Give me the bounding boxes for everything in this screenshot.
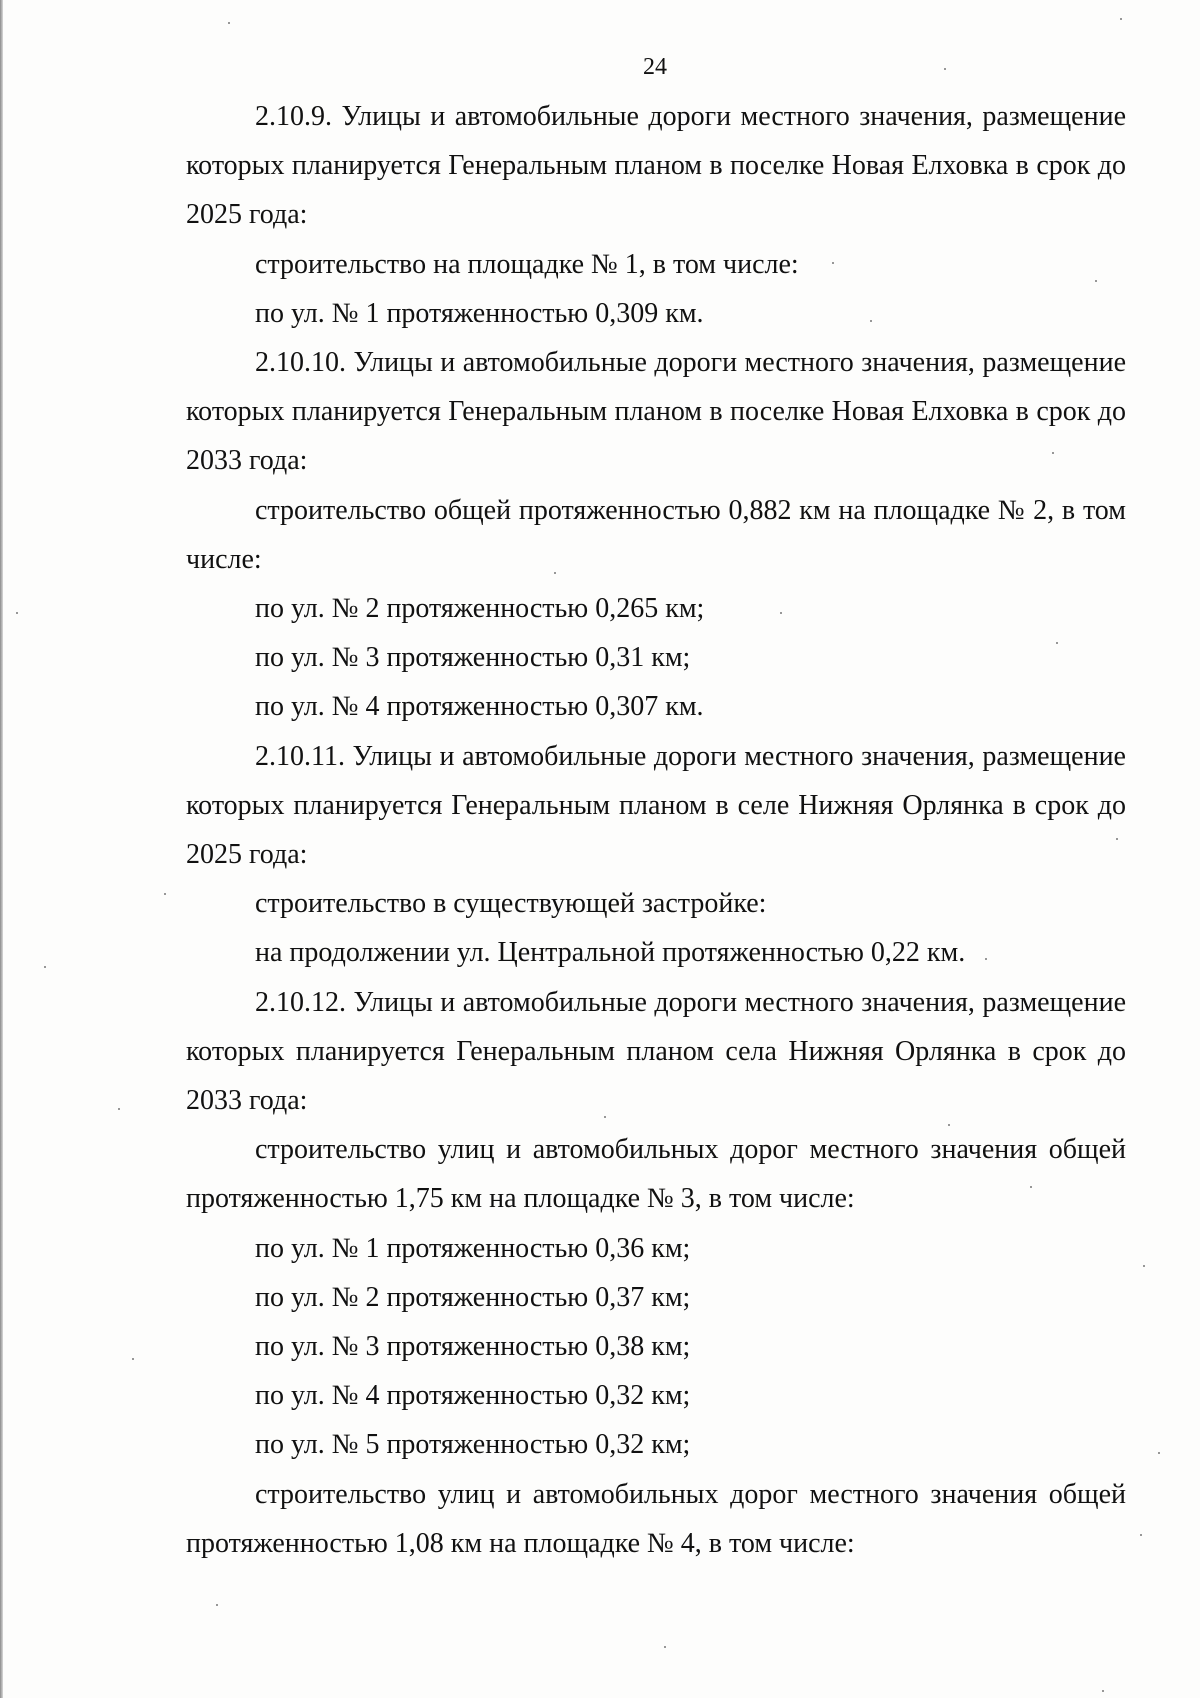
scan-speck (1102, 1690, 1104, 1692)
scan-speck (164, 893, 166, 895)
paragraph-2-10-9-heading: 2.10.9. Улицы и автомобильные дороги местного значения, размещение которых планируется Генеральным планом в поселке Новая Елховка в срок до 2025 года: (186, 101, 1126, 231)
scan-speck (1140, 1534, 1142, 1536)
scan-speck (228, 22, 230, 24)
page-number: 24 (643, 54, 667, 80)
paragraph-street-item: по ул. № 3 протяженностью 0,38 км; (255, 1331, 691, 1363)
scan-speck (1143, 1265, 1145, 1267)
scan-speck (1158, 1452, 1160, 1454)
scan-speck (1052, 452, 1054, 454)
scan-speck (944, 68, 946, 70)
paragraph-street-item: по ул. № 3 протяженностью 0,31 км; (255, 642, 691, 674)
paragraph-construction-site-3: строительство улиц и автомобильных дорог местного значения общей протяженностью 1,75 км на площадке № 3, в том числе: (186, 1134, 1126, 1215)
scan-speck (554, 572, 556, 574)
scan-speck (132, 1358, 134, 1360)
paragraph-construction-site-1: строительство на площадке № 1, в том числе: (255, 248, 799, 280)
scan-speck (664, 1646, 666, 1648)
paragraph-street-item: по ул. № 1 протяженностью 0,309 км. (255, 297, 704, 329)
scan-speck (1120, 18, 1122, 20)
paragraph-street-item: по ул. № 4 протяженностью 0,307 км. (255, 691, 704, 723)
scan-speck (604, 1116, 606, 1118)
scan-binding-edge (0, 0, 3, 1698)
paragraph-construction-existing: строительство в существующей застройке: (255, 888, 767, 920)
paragraph-2-10-11-heading: 2.10.11. Улицы и автомобильные дороги местного значения, размещение которых планируется Генеральным планом в селе Нижняя Орлянка в срок до 2025 года: (186, 740, 1126, 871)
scan-speck (1116, 838, 1118, 840)
scan-speck (1030, 1186, 1032, 1188)
scan-speck (985, 958, 987, 960)
scan-speck (780, 612, 782, 614)
scan-speck (216, 1604, 218, 1606)
scan-speck (44, 966, 46, 968)
paragraph-construction-site-4: строительство улиц и автомобильных дорог местного значения общей протяженностью 1,08 км на площадке № 4, в том числе: (186, 1478, 1126, 1559)
paragraph-2-10-12-heading: 2.10.12. Улицы и автомобильные дороги местного значения, размещение которых планируется Генеральным планом села Нижняя Орлянка в срок до 2033 года: (186, 986, 1126, 1117)
paragraph-street-item: по ул. № 2 протяженностью 0,265 км; (255, 593, 705, 625)
scan-speck (1056, 642, 1058, 644)
paragraph-street-item: на продолжении ул. Центральной протяженностью 0,22 км. (255, 937, 966, 969)
paragraph-2-10-10-heading: 2.10.10. Улицы и автомобильные дороги местного значения, размещение которых планируется Генеральным планом в поселке Новая Елховка в срок до 2033 года: (186, 347, 1126, 477)
scan-speck (870, 320, 872, 322)
scan-speck (1095, 280, 1097, 282)
paragraph-construction-site-2: строительство общей протяженностью 0,882 км на площадке № 2, в том числе: (186, 494, 1126, 575)
scan-speck (832, 262, 834, 264)
paragraph-street-item: по ул. № 5 протяженностью 0,32 км; (255, 1429, 691, 1461)
document-body (186, 92, 1126, 1568)
paragraph-street-item: по ул. № 2 протяженностью 0,37 км; (255, 1281, 691, 1313)
paragraph-street-item: по ул. № 1 протяженностью 0,36 км; (255, 1232, 691, 1264)
scan-speck (16, 612, 18, 614)
scan-speck (118, 1108, 120, 1110)
scan-speck (948, 1124, 950, 1126)
paragraph-street-item: по ул. № 4 протяженностью 0,32 км; (255, 1380, 691, 1412)
